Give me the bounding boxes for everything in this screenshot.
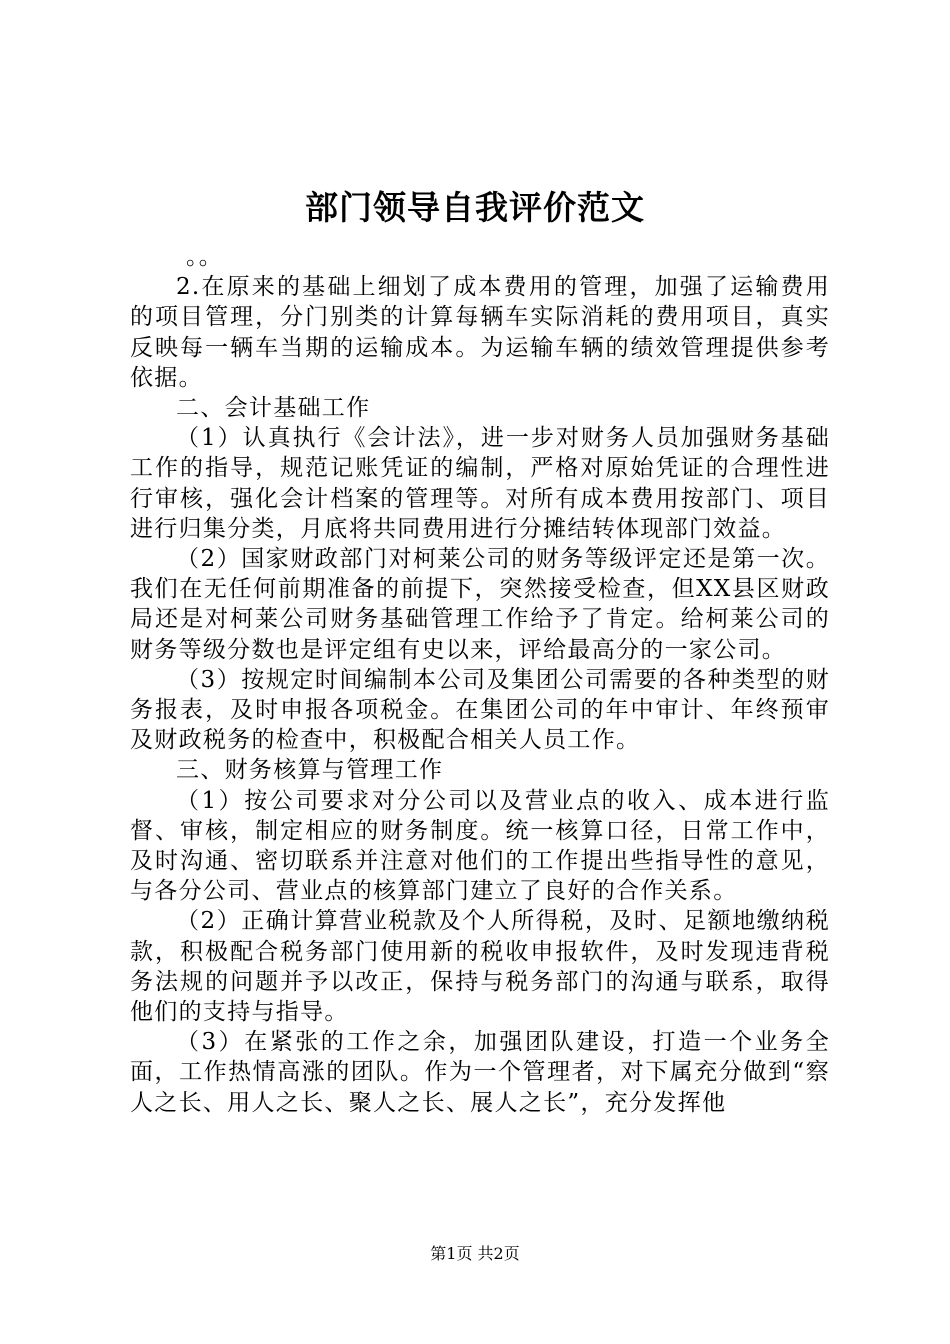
paragraph: （1）认真执行《会计法》，进一步对财务人员加强财务基础工作的指导，规范记账凭证的编制，严格对原始凭证的合理性进行审核，强化会计档案的管理等。对所有成本费用按部门、项目进行归集分类，月底将共同费用进行分摊结转体现部门效益。: [130, 425, 830, 542]
paragraph: （2）正确计算营业税款及个人所得税，及时、足额地缴纳税款，积极配合税务部门使用新的税收申报软件，及时发现违背税务法规的问题并予以改正，保持与税务部门的沟通与联系，取得他们的支持与指导。: [130, 908, 830, 1026]
paragraph: 。。: [186, 244, 224, 270]
document-body: [130, 242, 830, 1118]
paragraph: （3）在紧张的工作之余，加强团队建设，打造一个业务全面，工作热情高涨的团队。作为一个管理者，对下属充分做到“察人之长、用人之长、聚人之长、展人之长”，充分发挥他: [130, 1029, 830, 1116]
paragraph: （2）国家财政部门对柯莱公司的财务等级评定还是第一次。我们在无任何前期准备的前提下，突然接受检查，但XX县区财政局还是对柯莱公司财务基础管理工作给予了肯定。给柯莱公司的财务等级分数也是评定组有史以来，评给最高分的一家公司。: [130, 546, 830, 663]
paragraph: （3）按规定时间编制本公司及集团公司需要的各种类型的财务报表，及时申报各项税金。在集团公司的年中审计、年终预审及财政税务的检查中，积极配合相关人员工作。: [130, 666, 830, 754]
paragraph: 2.在原来的基础上细划了成本费用的管理，加强了运输费用的项目管理，分门别类的计算每辆车实际消耗的费用项目，真实反映每一辆车当期的运输成本。为运输车辆的绩效管理提供参考依据。: [130, 274, 830, 391]
section-heading: 二、会计基础工作: [176, 395, 371, 422]
page-number: 第1页 共2页: [430, 1244, 520, 1263]
paragraph: （1）按公司要求对分公司以及营业点的收入、成本进行监督、审核，制定相应的财务制度。统一核算口径，日常工作中，及时沟通、密切联系并注意对他们的工作提出些指导性的意见，与各分公司、营业点的核算部门建立了良好的合作关系。: [130, 787, 830, 905]
section-heading: 三、财务核算与管理工作: [176, 757, 444, 784]
document-title: 部门领导自我评价范文: [305, 188, 645, 227]
